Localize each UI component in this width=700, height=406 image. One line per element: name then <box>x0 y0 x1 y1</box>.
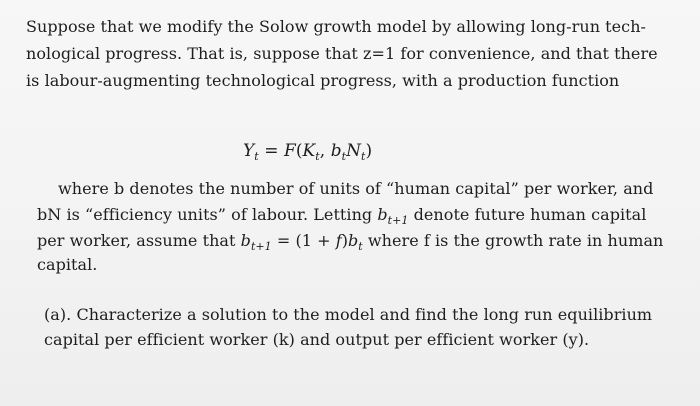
intro-line-3: is labour-augmenting technological progress, with a production function <box>26 71 620 90</box>
growth-eq-b: b <box>240 231 251 250</box>
eq-b-sub: t <box>341 150 347 163</box>
explanation-line-3 <box>37 231 664 253</box>
intro-line-2: nological progress. That is, suppose that z=1 for convenience, and that there <box>26 44 658 63</box>
explanation-line-1: where b denotes the number of units of “human capital” per worker, and <box>58 179 654 198</box>
eq-b: b <box>330 141 342 161</box>
growth-eq-b2: b <box>348 231 359 250</box>
b-next-sub: t+1 <box>387 214 409 227</box>
eq-equals: = <box>258 141 284 161</box>
eq-lhs-sub: t <box>254 150 259 163</box>
question-a-line-2: capital per efficient worker (k) and output per efficient worker (y). <box>44 330 590 349</box>
eq-open-paren: ( <box>295 141 303 161</box>
b-next: b <box>377 205 388 224</box>
question-a-line-1: (a). Characterize a solution to the model and find the long run equilibrium <box>44 305 653 324</box>
eq-N: N <box>346 141 362 161</box>
explanation-line-2-post: denote future human capital <box>408 205 647 224</box>
explanation-line-4: capital. <box>37 255 98 274</box>
growth-eq-b-sub: t+1 <box>250 240 272 253</box>
eq-close-paren: ) <box>365 141 373 161</box>
eq-lhs: Y <box>243 141 255 161</box>
explanation-line-2-pre: bN is “efficiency units” of labour. Letting <box>37 205 378 224</box>
production-function-equation <box>243 141 373 163</box>
growth-eq-f: f <box>335 231 342 250</box>
eq-N-sub: t <box>361 150 366 163</box>
explanation-line-3-post: where f is the growth rate in human <box>362 231 664 250</box>
eq-K: K <box>302 141 316 161</box>
growth-eq-mid: = (1 + <box>271 231 336 250</box>
intro-line-1: Suppose that we modify the Solow growth model by allowing long-run tech- <box>26 17 647 36</box>
growth-eq-b2-sub: t <box>358 240 363 253</box>
eq-K-sub: t <box>315 150 320 163</box>
explanation-line-2 <box>37 205 647 227</box>
explanation-line-3-pre: per worker, assume that <box>37 231 241 250</box>
eq-F: F <box>283 141 296 161</box>
eq-comma: , <box>319 141 331 161</box>
growth-eq-close: ) <box>341 231 348 250</box>
